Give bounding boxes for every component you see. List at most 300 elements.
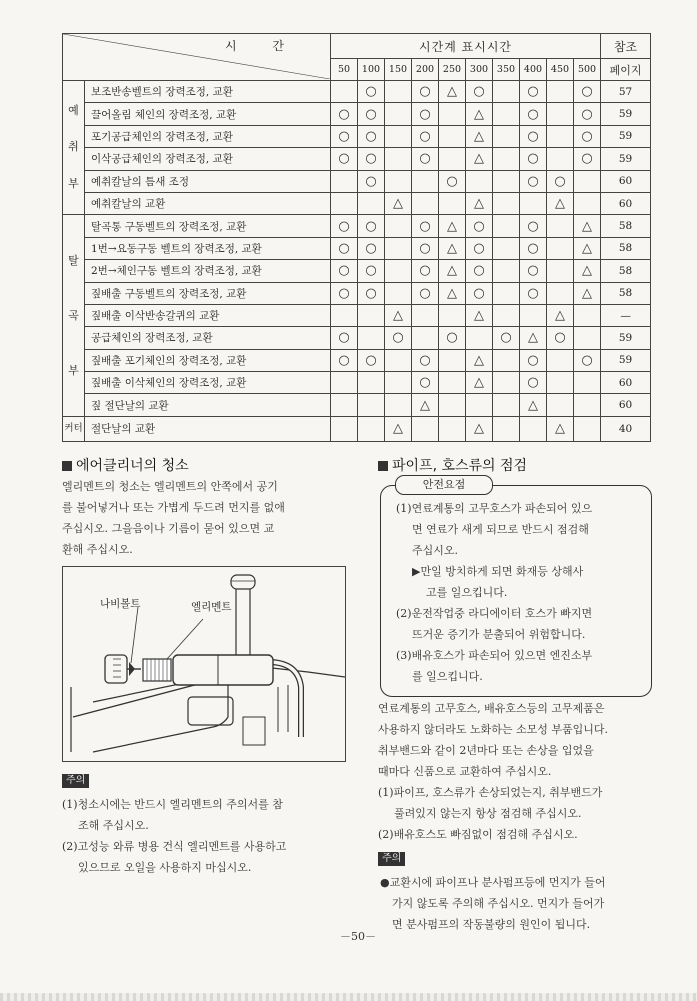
interval-cell xyxy=(574,170,601,192)
interval-cell xyxy=(520,372,547,394)
section-square-icon xyxy=(378,461,388,471)
ref-page: 59 xyxy=(601,349,651,371)
inspect-circle-mark: ○ xyxy=(527,285,539,301)
inspect-circle-mark: ○ xyxy=(446,330,458,346)
interval-cell xyxy=(412,282,439,304)
interval-cell xyxy=(520,304,547,326)
interval-cell xyxy=(331,81,358,103)
paragraph-line: 사용하지 않더라도 노화하는 소모성 부품입니다. xyxy=(378,723,609,736)
ref-page: 59 xyxy=(601,148,651,170)
inspect-circle-mark: ○ xyxy=(365,218,377,234)
inspect-circle-mark: ○ xyxy=(419,352,431,368)
interval-cell xyxy=(385,304,412,326)
item-label: 이삭공급체인의 장력조정, 교환 xyxy=(85,148,331,170)
replace-triangle-mark: △ xyxy=(582,218,593,234)
inspect-circle-mark: ○ xyxy=(581,84,593,100)
table-row xyxy=(63,327,651,349)
interval-cell xyxy=(574,282,601,304)
interval-cell xyxy=(547,282,574,304)
interval-cell xyxy=(574,327,601,349)
time-header-label: 시 간 xyxy=(225,39,300,53)
inspect-circle-mark: ○ xyxy=(365,128,377,144)
interval-cell xyxy=(466,81,493,103)
interval-cell xyxy=(331,103,358,125)
inspect-circle-mark: ○ xyxy=(419,218,431,234)
interval-cell xyxy=(358,282,385,304)
safety-warning: ▶만일 방치하게 되면 화재등 상해사 xyxy=(412,565,584,578)
inspect-circle-mark: ○ xyxy=(527,151,539,167)
replace-triangle-mark: △ xyxy=(528,397,538,413)
note-line: 가지 않도록 주의해 주십시오. 먼지가 들어가 xyxy=(392,897,605,910)
paragraph-line: 주십시오. 그을음이나 기름이 묻어 있으면 교 xyxy=(62,522,275,535)
pipes-title: 파이프, 호스류의 점검 xyxy=(378,455,527,475)
interval-cell xyxy=(547,237,574,259)
interval-cell xyxy=(547,192,574,214)
ref-page: 59 xyxy=(601,125,651,147)
air-cleaner-title: 에어클리너의 청소 xyxy=(62,455,189,475)
interval-cell xyxy=(520,282,547,304)
safety-tag: 안전요점 xyxy=(395,475,493,495)
interval-cell xyxy=(547,125,574,147)
interval-cell xyxy=(412,125,439,147)
inspect-circle-mark: ○ xyxy=(365,352,377,368)
interval-cell xyxy=(493,103,520,125)
interval-cell xyxy=(412,327,439,349)
interval-cell xyxy=(574,148,601,170)
interval-cell xyxy=(439,81,466,103)
ref-page: 58 xyxy=(601,282,651,304)
interval-cell xyxy=(439,372,466,394)
inspect-circle-mark: ○ xyxy=(473,285,485,301)
wing-bolt-label: 나비볼트 xyxy=(100,598,141,610)
interval-cell xyxy=(574,416,601,441)
interval-cell xyxy=(493,148,520,170)
interval-cell xyxy=(466,148,493,170)
interval-cell xyxy=(466,394,493,416)
replace-triangle-mark: △ xyxy=(447,285,457,301)
interval-cell xyxy=(412,192,439,214)
element-label: 엘리멘트 xyxy=(191,601,232,613)
inspect-circle-mark: ○ xyxy=(419,375,431,391)
interval-cell xyxy=(358,215,385,237)
interval-cell xyxy=(385,237,412,259)
interval-cell xyxy=(466,125,493,147)
interval-cell xyxy=(439,148,466,170)
hour-header: 350 xyxy=(493,59,520,81)
item-label: 예취칼날의 교환 xyxy=(85,192,331,214)
interval-cell xyxy=(520,215,547,237)
interval-cell xyxy=(466,282,493,304)
safety-item-cont: 뜨거운 증기가 분출되어 위험합니다. xyxy=(412,628,586,641)
inspect-circle-mark: ○ xyxy=(581,106,593,122)
item-label: 짚배출 이삭체인의 장력조정, 교환 xyxy=(85,372,331,394)
ref-page: 60 xyxy=(601,192,651,214)
interval-cell xyxy=(466,170,493,192)
interval-cell xyxy=(547,81,574,103)
interval-cell xyxy=(547,260,574,282)
item-label: 포기공급체인의 장력조정, 교환 xyxy=(85,125,331,147)
interval-cell xyxy=(520,148,547,170)
replace-triangle-mark: △ xyxy=(474,375,484,391)
replace-triangle-mark: △ xyxy=(474,421,484,437)
section-square-icon xyxy=(62,461,72,471)
inspect-circle-mark: ○ xyxy=(500,330,512,346)
interval-cell xyxy=(520,81,547,103)
ref-page: 57 xyxy=(601,81,651,103)
inspect-circle-mark: ○ xyxy=(554,173,566,189)
interval-cell xyxy=(574,192,601,214)
interval-cell xyxy=(466,215,493,237)
replace-triangle-mark: △ xyxy=(474,352,484,368)
hour-header: 200 xyxy=(412,59,439,81)
interval-cell xyxy=(331,237,358,259)
safety-list xyxy=(396,498,646,687)
table-corner-header xyxy=(63,34,331,81)
interval-cell xyxy=(358,349,385,371)
replace-triangle-mark: △ xyxy=(474,196,484,212)
inspect-circle-mark: ○ xyxy=(338,240,350,256)
interval-cell xyxy=(331,372,358,394)
interval-cell xyxy=(466,372,493,394)
interval-cell xyxy=(358,148,385,170)
inspect-circle-mark: ○ xyxy=(365,240,377,256)
inspect-circle-mark: ○ xyxy=(365,151,377,167)
interval-cell xyxy=(574,237,601,259)
caution-badge: 주의 xyxy=(62,774,89,788)
interval-cell xyxy=(547,349,574,371)
page-header: 페이지 xyxy=(601,59,651,81)
interval-cell xyxy=(493,282,520,304)
replace-triangle-mark: △ xyxy=(447,240,457,256)
interval-cell xyxy=(412,260,439,282)
inspect-circle-mark: ○ xyxy=(392,330,404,346)
interval-cell xyxy=(331,192,358,214)
check-item: (1)파이프, 호스류가 손상되었는지, 취부밴드가 xyxy=(378,786,603,799)
inspect-circle-mark: ○ xyxy=(419,240,431,256)
interval-cell xyxy=(547,103,574,125)
paragraph-line: 때마다 신품으로 교환하여 주십시오. xyxy=(378,765,552,778)
interval-cell xyxy=(358,237,385,259)
interval-cell xyxy=(574,103,601,125)
interval-cell xyxy=(385,170,412,192)
table-row xyxy=(63,170,651,192)
replace-triangle-mark: △ xyxy=(447,218,457,234)
interval-cell xyxy=(466,237,493,259)
hour-header: 400 xyxy=(520,59,547,81)
note-item: (2)고성능 와류 병용 건식 엘리멘트를 사용하고 xyxy=(62,840,287,853)
inspect-circle-mark: ○ xyxy=(338,330,350,346)
inspect-circle-mark: ○ xyxy=(473,240,485,256)
paragraph-line: 연료계통의 고무호스, 배유호스등의 고무제품은 xyxy=(378,702,605,715)
interval-cell xyxy=(412,304,439,326)
item-label: 보조반송벨트의 장력조정, 교환 xyxy=(85,81,331,103)
interval-cell xyxy=(439,304,466,326)
item-label: 탈곡통 구동벨트의 장력조정, 교환 xyxy=(85,215,331,237)
interval-cell xyxy=(574,304,601,326)
safety-item: (3)배유호스가 파손되어 있으면 엔진소부 xyxy=(396,649,593,662)
interval-cell xyxy=(520,103,547,125)
interval-cell xyxy=(412,170,439,192)
interval-cell xyxy=(358,170,385,192)
interval-cell xyxy=(358,81,385,103)
interval-cell xyxy=(439,103,466,125)
maintenance-schedule-table xyxy=(62,33,651,442)
interval-cell xyxy=(520,170,547,192)
replace-triangle-mark: △ xyxy=(582,240,593,256)
inspect-circle-mark: ○ xyxy=(338,128,350,144)
ref-page: 59 xyxy=(601,327,651,349)
air-cleaner-paragraph xyxy=(62,476,347,560)
group-label: 예취부 xyxy=(63,81,85,215)
interval-cell xyxy=(466,327,493,349)
item-label: 공급체인의 장력조정, 교환 xyxy=(85,327,331,349)
note-line: 면 분사펌프의 작동불량의 원인이 됩니다. xyxy=(392,918,591,931)
interval-cell xyxy=(466,416,493,441)
interval-cell xyxy=(466,304,493,326)
interval-cell xyxy=(520,349,547,371)
inspect-circle-mark: ○ xyxy=(419,106,431,122)
replace-triangle-mark: △ xyxy=(447,84,457,100)
interval-cell xyxy=(547,170,574,192)
table-row xyxy=(63,282,651,304)
interval-cell xyxy=(439,125,466,147)
interval-cell xyxy=(493,260,520,282)
interval-cell xyxy=(520,394,547,416)
inspect-circle-mark: ○ xyxy=(527,240,539,256)
inspect-circle-mark: ○ xyxy=(338,218,350,234)
ref-page: 60 xyxy=(601,394,651,416)
item-label: 2번→체인구동 벨트의 장력조정, 교환 xyxy=(85,260,331,282)
interval-cell xyxy=(547,372,574,394)
inspect-circle-mark: ○ xyxy=(419,151,431,167)
item-label: 짚배출 구동벨트의 장력조정, 교환 xyxy=(85,282,331,304)
interval-cell xyxy=(331,125,358,147)
inspect-circle-mark: ○ xyxy=(554,330,566,346)
interval-cell xyxy=(412,416,439,441)
interval-cell xyxy=(466,103,493,125)
replace-triangle-mark: △ xyxy=(474,106,484,122)
scan-edge-decoration xyxy=(0,993,697,1001)
interval-cell xyxy=(439,416,466,441)
interval-cell xyxy=(574,260,601,282)
table-row xyxy=(63,81,651,103)
interval-cell xyxy=(331,170,358,192)
interval-cell xyxy=(358,103,385,125)
interval-cell xyxy=(574,349,601,371)
safety-item-cont: 를 일으킵니다. xyxy=(412,670,483,683)
replace-triangle-mark: △ xyxy=(420,397,430,413)
inspect-circle-mark: ○ xyxy=(338,263,350,279)
table-row xyxy=(63,372,651,394)
table-row xyxy=(63,304,651,326)
interval-cell xyxy=(466,349,493,371)
interval-cell xyxy=(358,327,385,349)
interval-cell xyxy=(520,237,547,259)
hourmeter-header: 시간계 표시시간 xyxy=(331,34,601,59)
hour-header: 100 xyxy=(358,59,385,81)
interval-cell xyxy=(412,215,439,237)
interval-cell xyxy=(520,416,547,441)
replace-triangle-mark: △ xyxy=(393,196,403,212)
interval-cell xyxy=(493,237,520,259)
interval-cell xyxy=(439,349,466,371)
inspect-circle-mark: ○ xyxy=(527,84,539,100)
item-label: 예취칼날의 틈새 조정 xyxy=(85,170,331,192)
interval-cell xyxy=(466,260,493,282)
pipes-note xyxy=(380,872,655,935)
safety-item: (1)연료계통의 고무호스가 파손되어 있으 xyxy=(396,502,593,515)
pipes-checks xyxy=(378,782,653,845)
interval-cell xyxy=(520,125,547,147)
check-item: (2)배유호스도 빠짐없이 점검해 주십시오. xyxy=(378,828,578,841)
interval-cell xyxy=(385,81,412,103)
inspect-circle-mark: ○ xyxy=(365,106,377,122)
interval-cell xyxy=(493,125,520,147)
replace-triangle-mark: △ xyxy=(555,421,565,437)
inspect-circle-mark: ○ xyxy=(365,263,377,279)
inspect-circle-mark: ○ xyxy=(581,352,593,368)
inspect-circle-mark: ○ xyxy=(365,84,377,100)
replace-triangle-mark: △ xyxy=(474,128,484,144)
table-row xyxy=(63,394,651,416)
interval-cell xyxy=(358,416,385,441)
table-row xyxy=(63,148,651,170)
item-label: 절단날의 교환 xyxy=(85,416,331,441)
interval-cell xyxy=(439,170,466,192)
interval-cell xyxy=(547,327,574,349)
ref-page: 60 xyxy=(601,372,651,394)
interval-cell xyxy=(493,81,520,103)
ref-page: 59 xyxy=(601,103,651,125)
table-row xyxy=(63,103,651,125)
inspect-circle-mark: ○ xyxy=(365,285,377,301)
interval-cell xyxy=(412,81,439,103)
safety-item: (2)운전작업중 라디에이터 호스가 빠지면 xyxy=(396,607,593,620)
inspect-circle-mark: ○ xyxy=(581,128,593,144)
hour-header: 150 xyxy=(385,59,412,81)
interval-cell xyxy=(385,372,412,394)
interval-cell xyxy=(439,260,466,282)
replace-triangle-mark: △ xyxy=(555,308,565,324)
table-row xyxy=(63,192,651,214)
interval-cell xyxy=(574,81,601,103)
interval-cell xyxy=(547,394,574,416)
replace-triangle-mark: △ xyxy=(393,308,403,324)
paragraph-line: 환해 주십시오. xyxy=(62,543,133,556)
item-label: 끌어올림 체인의 장력조정, 교환 xyxy=(85,103,331,125)
interval-cell xyxy=(574,372,601,394)
interval-cell xyxy=(439,237,466,259)
interval-cell xyxy=(493,170,520,192)
ref-page: — xyxy=(601,304,651,326)
inspect-circle-mark: ○ xyxy=(527,106,539,122)
inspect-circle-mark: ○ xyxy=(419,128,431,144)
inspect-circle-mark: ○ xyxy=(419,84,431,100)
inspect-circle-mark: ○ xyxy=(338,151,350,167)
interval-cell xyxy=(493,192,520,214)
interval-cell xyxy=(331,349,358,371)
inspect-circle-mark: ○ xyxy=(473,263,485,279)
interval-cell xyxy=(385,416,412,441)
interval-cell xyxy=(574,215,601,237)
interval-cell xyxy=(493,215,520,237)
inspect-circle-mark: ○ xyxy=(527,173,539,189)
interval-cell xyxy=(412,103,439,125)
interval-cell xyxy=(331,282,358,304)
interval-cell xyxy=(385,103,412,125)
inspect-circle-mark: ○ xyxy=(338,285,350,301)
interval-cell xyxy=(385,349,412,371)
safety-warning-cont: 고를 일으킵니다. xyxy=(426,586,508,599)
table-row xyxy=(63,215,651,237)
hour-header: 300 xyxy=(466,59,493,81)
replace-triangle-mark: △ xyxy=(393,421,403,437)
inspect-circle-mark: ○ xyxy=(527,375,539,391)
item-label: 짚배출 이삭반송갈퀴의 교환 xyxy=(85,304,331,326)
group-label: 탈곡부 xyxy=(63,215,85,417)
interval-cell xyxy=(358,372,385,394)
inspect-circle-mark: ○ xyxy=(581,151,593,167)
note-item-cont: 조해 주십시오. xyxy=(78,819,149,832)
interval-cell xyxy=(520,260,547,282)
interval-cell xyxy=(412,148,439,170)
interval-cell xyxy=(358,304,385,326)
interval-cell xyxy=(358,192,385,214)
ref-page: 58 xyxy=(601,260,651,282)
ref-page: 58 xyxy=(601,215,651,237)
interval-cell xyxy=(385,282,412,304)
inspect-circle-mark: ○ xyxy=(527,128,539,144)
ref-header: 참조 xyxy=(601,34,651,59)
inspect-circle-mark: ○ xyxy=(419,263,431,279)
interval-cell xyxy=(358,260,385,282)
interval-cell xyxy=(547,148,574,170)
ref-page: 58 xyxy=(601,237,651,259)
inspect-circle-mark: ○ xyxy=(338,106,350,122)
interval-cell xyxy=(493,327,520,349)
table-row xyxy=(63,260,651,282)
interval-cell xyxy=(520,327,547,349)
interval-cell xyxy=(331,394,358,416)
check-item-cont: 풀려있지 않는지 항상 점검해 주십시오. xyxy=(394,807,582,820)
ref-page: 40 xyxy=(601,416,651,441)
interval-cell xyxy=(439,215,466,237)
interval-cell xyxy=(385,125,412,147)
replace-triangle-mark: △ xyxy=(582,263,593,279)
table-row xyxy=(63,416,651,441)
interval-cell xyxy=(412,237,439,259)
note-line: ●교환시에 파이프나 분사펌프등에 먼지가 들어 xyxy=(380,876,606,889)
interval-cell xyxy=(331,416,358,441)
interval-cell xyxy=(385,260,412,282)
air-cleaner-figure xyxy=(62,566,346,762)
replace-triangle-mark: △ xyxy=(555,196,565,212)
inspect-circle-mark: ○ xyxy=(527,352,539,368)
interval-cell xyxy=(412,394,439,416)
item-label: 짚배출 포기체인의 장력조정, 교환 xyxy=(85,349,331,371)
interval-cell xyxy=(385,192,412,214)
inspect-circle-mark: ○ xyxy=(473,84,485,100)
interval-cell xyxy=(520,192,547,214)
interval-cell xyxy=(439,327,466,349)
replace-triangle-mark: △ xyxy=(582,285,593,301)
interval-cell xyxy=(439,394,466,416)
safety-item-cont: 면 연료가 새게 되므로 반드시 점검해 xyxy=(412,523,589,536)
inspect-circle-mark: ○ xyxy=(473,218,485,234)
interval-cell xyxy=(412,372,439,394)
paragraph-line: 취부밴드와 같이 2년마다 또는 손상을 입었을 xyxy=(378,744,594,757)
replace-triangle-mark: △ xyxy=(528,330,538,346)
